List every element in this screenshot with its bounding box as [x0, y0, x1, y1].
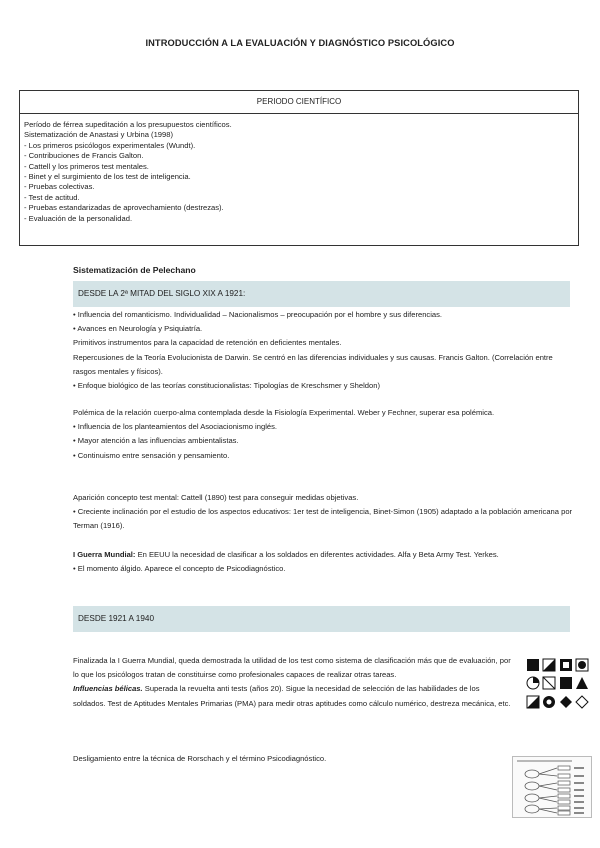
periodo-line: Sistematización de Anastasi y Urbina (1998) [24, 130, 173, 140]
paragraph [73, 682, 513, 710]
periodo-line: - Cattell y los primeros test mentales. [24, 161, 149, 171]
war-label: I Guerra Mundial: [73, 550, 136, 559]
paragraph: Polémica de la relación cuerpo-alma contemplada desde la Fisiología Experimental. Weber y Fechner, superar esa polémica. [73, 408, 495, 417]
paragraph: • Creciente inclinación por el estudio de los aspectos educativos: 1er test de inteligencia, Binet-Simon (1905) adaptado a la población americana por Terman (1916). [73, 507, 573, 531]
paragraph: • Mayor atención a las influencias ambientalistas. [73, 436, 239, 446]
section-band-1: DESDE LA 2ª MITAD DEL SIGLO XIX A 1921: [73, 281, 570, 307]
periodo-line: - Test de actitud. [24, 192, 80, 202]
section1-group2 [73, 406, 573, 463]
periodo-header: PERIODO CIENTÍFICO [20, 91, 578, 114]
paragraph: • Influencia del romanticismo. Individualidad – Nacionalismos – preocupación por el hombre y sus diferencias. [73, 310, 443, 319]
paragraph [73, 548, 573, 562]
periodo-line: - Los primeros psicólogos experimentales (Wundt). [24, 140, 196, 150]
periodo-line: - Binet y el surgimiento de los test de inteligencia. [24, 172, 191, 182]
influencias-label: Influencias bélicas. [73, 684, 143, 694]
pma-diagram-image [512, 756, 592, 818]
paragraph: Desligamiento entre la técnica de Rorschach y el término Psicodiagnóstico. [73, 754, 327, 763]
section1-war [73, 548, 573, 576]
paragraph: • Enfoque biológico de las teorías constitucionalistas: Tipologías de Kreschsmer y Sheldon) [73, 381, 381, 391]
section1-group1 [73, 308, 573, 393]
paragraph: • Influencia de los planteamientos del Asociacionismo inglés. [73, 422, 278, 432]
pelechano-heading: Sistematización de Pelechano [73, 265, 196, 275]
test-figures-image [524, 656, 594, 716]
section1-group3 [73, 491, 573, 534]
periodo-body [20, 114, 578, 230]
paragraph: • Continuismo entre sensación y pensamiento. [73, 450, 230, 460]
paragraph: • El momento álgido. Aparece el concepto de Psicodiagnóstico. [73, 564, 286, 574]
periodo-line: - Pruebas estandarizadas de aprovechamiento (destrezas). [24, 203, 224, 213]
paragraph: Finalizada la I Guerra Mundial, queda demostrada la utilidad de los test como sistema de clasificación más que de evaluación, por lo que los psicólogos tratan de constituirse como profesionales capaces de realizar otras tareas. [73, 656, 511, 680]
paragraph: Aparición concepto test mental: Cattell (1890) test para conseguir medidas objetivas. [73, 493, 359, 502]
war-text: En EEUU la necesidad de clasificar a los soldados en diferentes actividades. Alfa y Beta Army Test. Yerkes. [135, 550, 499, 559]
paragraph: • Avances en Neurología y Psiquiatría. [73, 324, 203, 334]
periodo-line: - Evaluación de la personalidad. [24, 213, 133, 223]
section-band-2: DESDE 1921 A 1940 [73, 606, 570, 632]
section2-body [73, 654, 513, 711]
periodo-line: - Pruebas colectivas. [24, 182, 95, 192]
influencias-text: Superada la revuelta anti tests (años 20). Sigue la necesidad de selección de las habilidades de los soldados. Test de Aptitudes Mentales Primarias (PMA) para medir otras aptitudes como cálculo numérico, destreza mecánica, etc. [73, 684, 511, 708]
periodo-line: - Contribuciones de Francis Galton. [24, 151, 144, 161]
page-title: INTRODUCCIÓN A LA EVALUACIÓN Y DIAGNÓSTICO PSICOLÓGICO [145, 38, 455, 48]
paragraph: Primitivos instrumentos para la capacidad de retención en deficientes mentales. [73, 338, 342, 348]
paragraph: Repercusiones de la Teoría Evolucionista de Darwin. Se centró en las diferencias individuales y sus causas. Francis Galton. (Correlación entre rasgos mentales y físicos). [73, 352, 553, 376]
section2-rorschach [73, 752, 513, 766]
periodo-cientifico-box [19, 90, 579, 246]
periodo-line: Período de férrea supeditación a los presupuestos científicos. [24, 120, 232, 129]
